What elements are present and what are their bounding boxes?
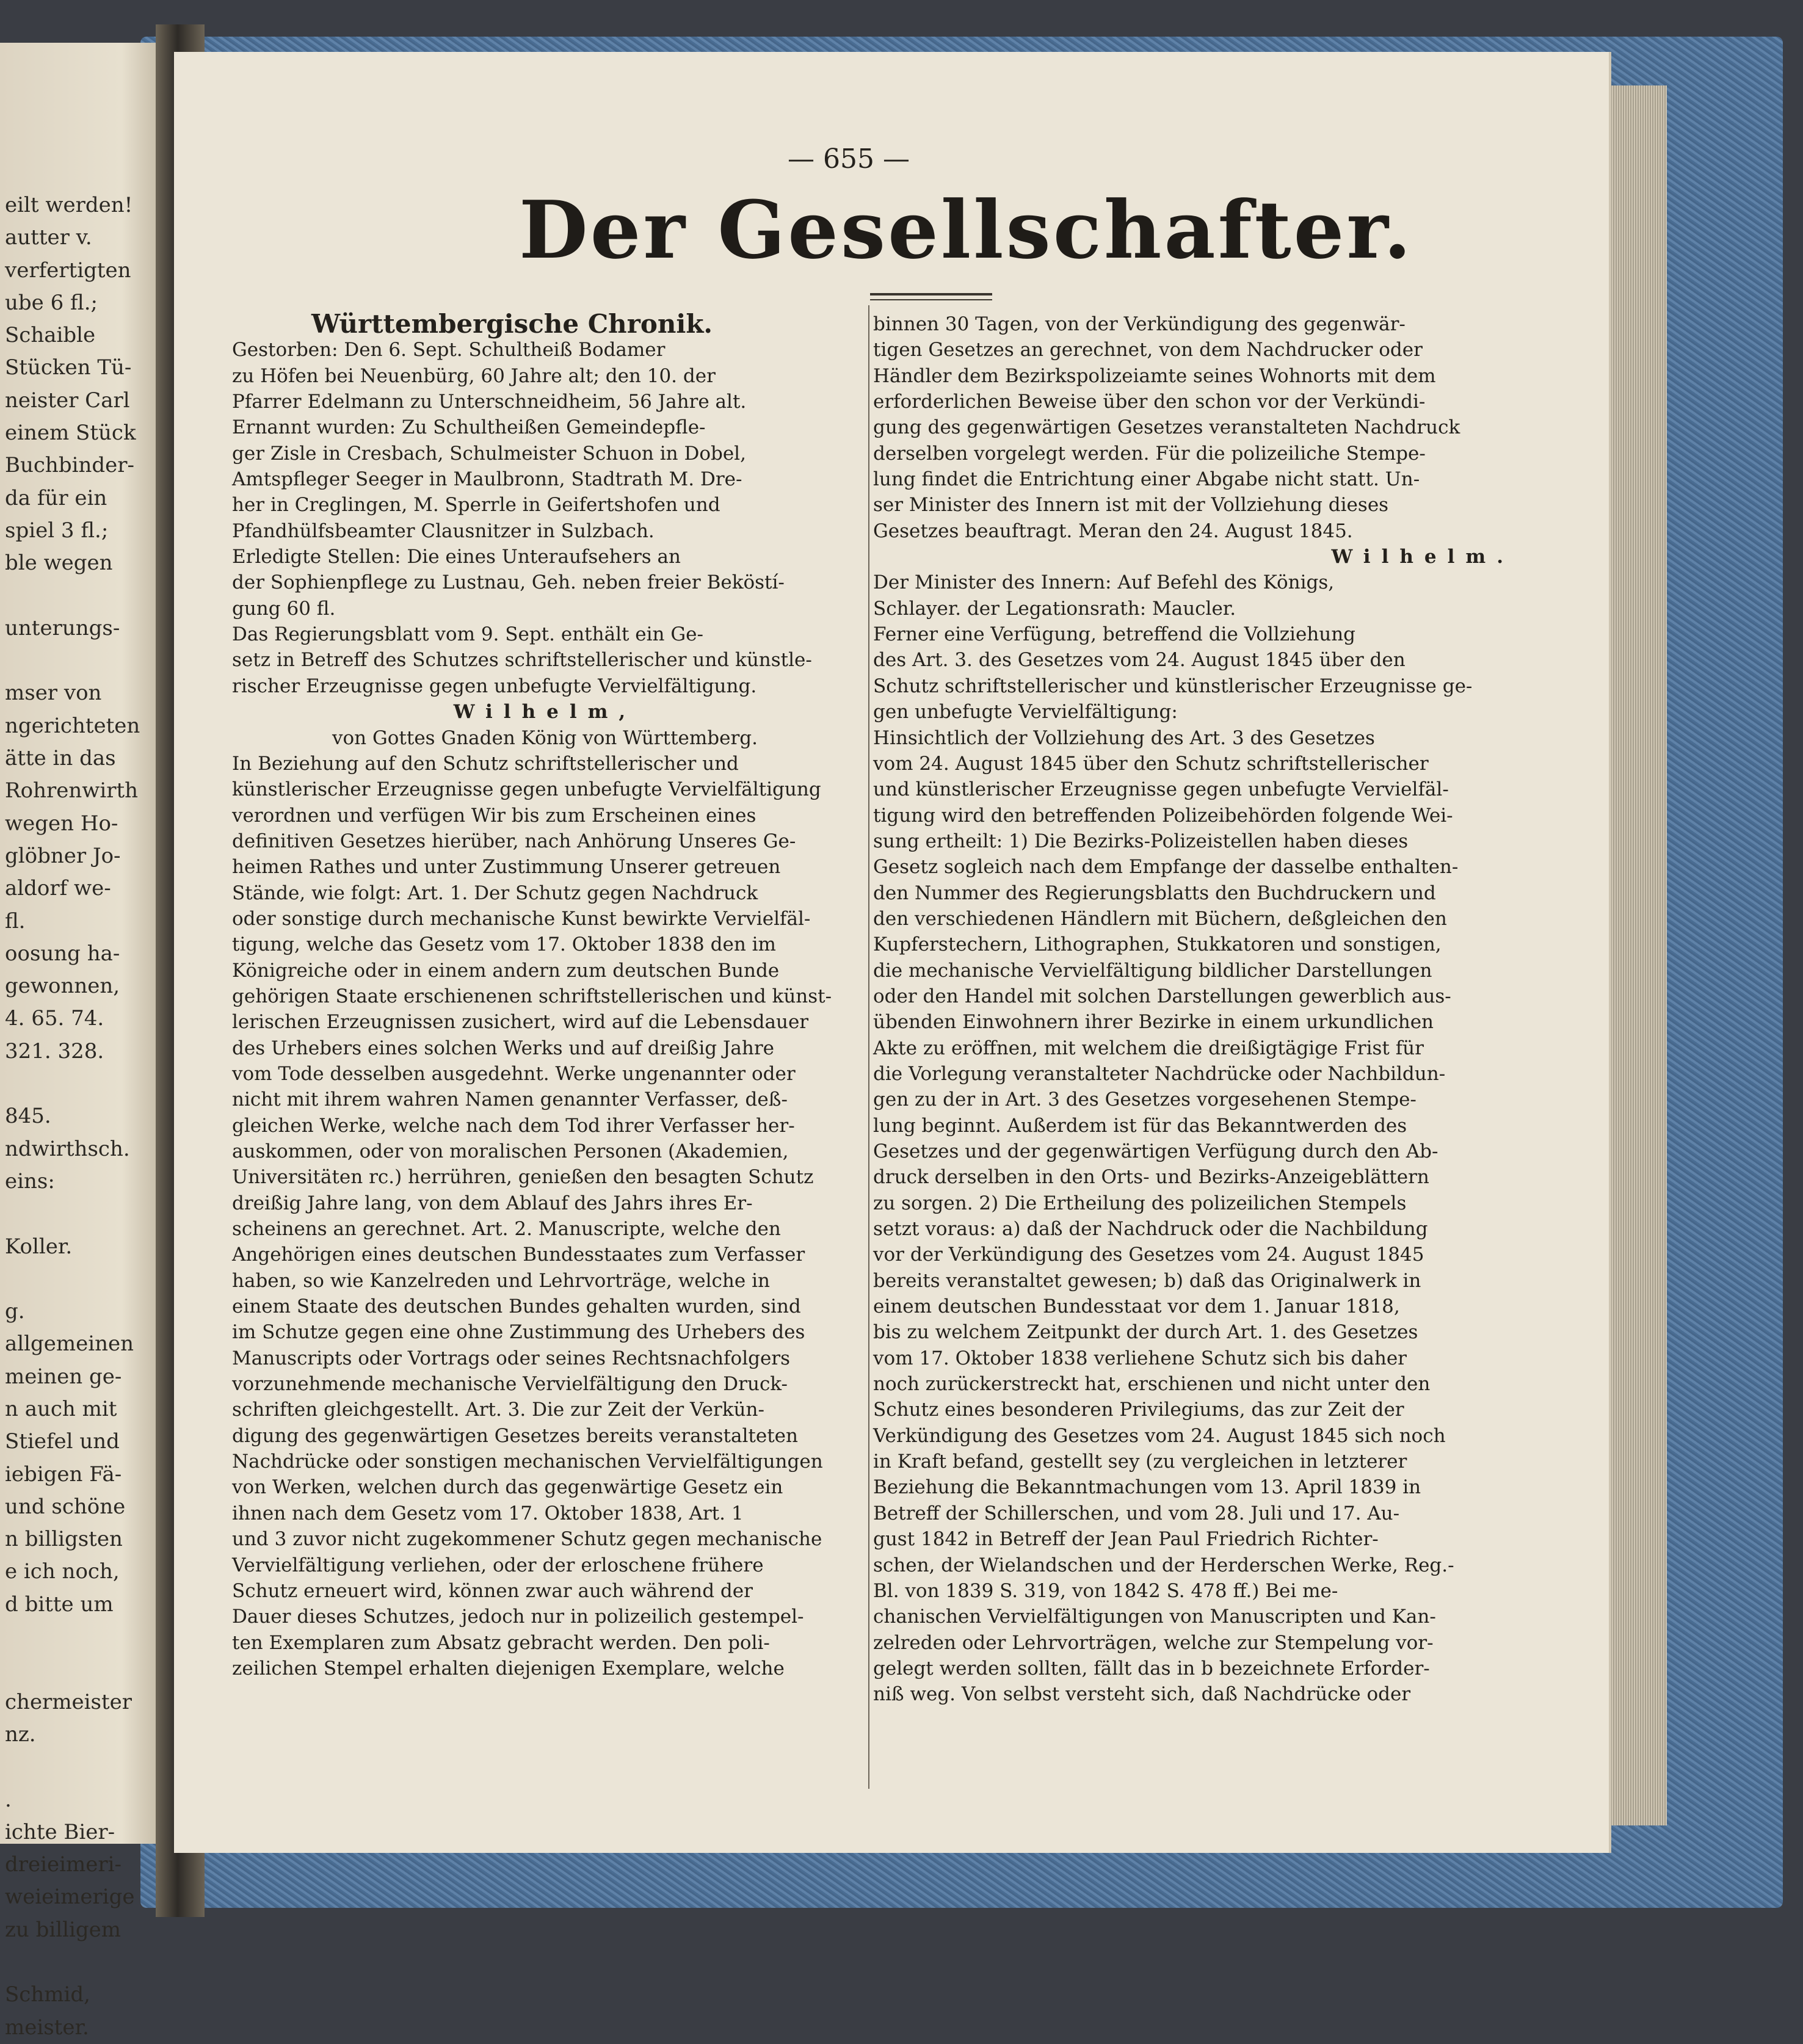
- text-line: der Sophienpflege zu Lustnau, Geh. neben freier Beköstí-: [232, 571, 785, 594]
- text-line: schriften gleichgestellt. Art. 3. Die zur Zeit der Verkün-: [232, 1399, 764, 1421]
- text-line: Württembergische Chronik.: [311, 309, 713, 339]
- title-rule-thin: [870, 299, 992, 300]
- text-line: nz.: [5, 1722, 36, 1747]
- text-line: dreißig Jahre lang, von dem Ablauf des Jahrs ihres Er-: [232, 1192, 753, 1214]
- text-line: ngerichteten: [5, 713, 140, 738]
- text-line: g.: [5, 1299, 25, 1324]
- text-line: neister Carl: [5, 388, 130, 413]
- text-line: Buchbinder-: [5, 453, 134, 478]
- text-line: einem deutschen Bundesstaat vor dem 1. Januar 1818,: [873, 1296, 1400, 1318]
- text-line: In Beziehung auf den Schutz schriftstellerischer und: [232, 752, 739, 775]
- text-line: Kupferstechern, Lithographen, Stukkatoren und sonstigen,: [873, 933, 1442, 956]
- text-line: chanischen Vervielfältigungen von Manuscripten und Kan-: [873, 1606, 1436, 1628]
- text-line: den Nummer des Regierungsblatts den Buchdruckern und: [873, 882, 1436, 904]
- text-line: ser Minister des Innern ist mit der Vollziehung dieses: [873, 494, 1389, 516]
- text-line: Nachdrücke oder sonstigen mechanischen Vervielfältigungen: [232, 1451, 823, 1473]
- text-line: oder sonstige durch mechanische Kunst bewirkte Vervielfäl-: [232, 907, 811, 930]
- text-line: vor der Verkündigung des Gesetzes vom 24. August 1845: [873, 1244, 1424, 1266]
- text-line: Dauer dieses Schutzes, jedoch nur in polizeilich gestempel-: [232, 1606, 804, 1628]
- text-line: Gestorben: Den 6. Sept. Schultheiß Bodamer: [232, 339, 666, 361]
- text-line: lung beginnt. Außerdem ist für das Bekanntwerden des: [873, 1114, 1407, 1137]
- text-line: ten Exemplaren zum Absatz gebracht werden. Den poli-: [232, 1631, 770, 1654]
- text-line: digung des gegenwärtigen Gesetzes bereits veranstalteten: [232, 1424, 798, 1447]
- text-line: vom Tode desselben ausgedehnt. Werke ungenannter oder: [232, 1062, 796, 1085]
- text-line: n billigsten: [5, 1527, 123, 1552]
- text-line: gung des gegenwärtigen Gesetzes veranstalteten Nachdruck: [873, 416, 1460, 439]
- text-line: Betreff der Schillerschen, und vom 28. Juli und 17. Au-: [873, 1502, 1400, 1524]
- text-line: Schlayer. der Legationsrath: Maucler.: [873, 597, 1236, 620]
- newspaper-title: Der Gesellschafter.: [519, 183, 1414, 277]
- text-line: und künstlerischer Erzeugnisse gegen unbefugte Vervielfäl-: [873, 778, 1449, 801]
- text-line: gen unbefugte Vervielfältigung:: [873, 701, 1178, 723]
- text-line: Stiefel und: [5, 1429, 120, 1454]
- text-line: spiel 3 fl.;: [5, 518, 109, 543]
- text-line: von Werken, welchen durch das gegenwärtige Gesetz ein: [232, 1476, 783, 1499]
- text-line: gewonnen,: [5, 974, 120, 999]
- text-line: setzt voraus: a) daß der Nachdruck oder die Nachbildung: [873, 1218, 1428, 1241]
- text-line: fl.: [5, 908, 26, 933]
- text-line: übenden Einwohnern ihrer Bezirke in einem urkundlichen: [873, 1011, 1434, 1034]
- text-line: Amtspfleger Seeger in Maulbronn, Stadtrath M. Dre-: [232, 468, 742, 491]
- text-line: setz in Betreff des Schutzes schriftstellerischer und künstle-: [232, 649, 812, 672]
- text-line: Schmid,: [5, 1982, 90, 2007]
- text-line: 321. 328.: [5, 1038, 104, 1064]
- text-line: Hinsichtlich der Vollziehung des Art. 3 des Gesetzes: [873, 727, 1375, 749]
- text-line: [5, 1263, 176, 1296]
- text-line: .: [5, 1787, 12, 1812]
- text-line: gehörigen Staate erschienenen schriftstellerischen und künst-: [232, 985, 832, 1007]
- text-line: einem Staate des deutschen Bundes gehalten wurden, sind: [232, 1296, 801, 1318]
- text-line: [5, 645, 176, 677]
- text-line: Gesetzes beauftragt. Meran den 24. August 1845.: [873, 520, 1353, 542]
- text-line: binnen 30 Tagen, von der Verkündigung des gegenwär-: [873, 313, 1406, 335]
- text-line: zu billigem: [5, 1917, 122, 1942]
- text-line: ger Zisle in Cresbach, Schulmeister Schuon in Dobel,: [232, 442, 746, 465]
- text-line: definitiven Gesetzes hierüber, nach Anhörung Unseres Ge-: [232, 830, 796, 852]
- text-line: gung 60 fl.: [232, 597, 336, 620]
- text-line: meister.: [5, 2015, 89, 2040]
- text-line: Koller.: [5, 1234, 73, 1259]
- text-line: heimen Rathes und unter Zustimmung Unserer getreuen: [232, 856, 781, 879]
- text-line: wegen Ho-: [5, 811, 118, 836]
- title-rule: [870, 293, 992, 295]
- text-line: einem Stück: [5, 421, 136, 446]
- text-line: nicht mit ihrem wahren Namen genannter Verfasser, deß-: [232, 1089, 788, 1111]
- text-line: [5, 1198, 176, 1230]
- text-line: Rohrenwirth: [5, 778, 139, 803]
- text-line: lung findet die Entrichtung einer Abgabe nicht statt. Un-: [873, 468, 1420, 491]
- text-line: dreieimeri-: [5, 1852, 122, 1877]
- text-line: die mechanische Vervielfältigung bildlicher Darstellungen: [873, 959, 1432, 982]
- text-line: zelreden oder Lehrvorträgen, welche zur Stempelung vor-: [873, 1631, 1434, 1654]
- text-line: Wilhelm.: [1331, 546, 1514, 568]
- text-line: e ich noch,: [5, 1559, 120, 1584]
- text-line: vom 17. Oktober 1838 verliehene Schutz sich bis daher: [873, 1347, 1407, 1369]
- left-page: [0, 43, 174, 2040]
- text-line: gust 1842 in Betreff der Jean Paul Friedrich Richter-: [873, 1528, 1379, 1551]
- text-line: ätte in das: [5, 746, 116, 771]
- text-line: lerischen Erzeugnissen zusichert, wird auf die Lebensdauer: [232, 1011, 809, 1034]
- text-line: aldorf we-: [5, 876, 111, 901]
- column-1: [232, 311, 858, 1681]
- text-line: vorzunehmende mechanische Vervielfältigung den Druck-: [232, 1373, 788, 1396]
- text-line: Verkündigung des Gesetzes vom 24. August 1845 sich noch: [873, 1424, 1446, 1447]
- text-line: Stände, wie folgt: Art. 1. Der Schutz gegen Nachdruck: [232, 882, 758, 904]
- text-line: druck derselben in den Orts- und Bezirks-Anzeigeblättern: [873, 1166, 1429, 1189]
- text-line: verordnen und verfügen Wir bis zum Erscheinen eines: [232, 804, 756, 827]
- text-line: Pfandhülfsbeamter Clausnitzer in Sulzbach.: [232, 520, 655, 542]
- page-number: — 655 —: [788, 143, 910, 175]
- text-line: scheinens an gerechnet. Art. 2. Manuscripte, welche den: [232, 1218, 781, 1241]
- text-line: Wilhelm,: [453, 701, 637, 723]
- text-line: sung ertheilt: 1) Die Bezirks-Polizeistellen haben dieses: [873, 830, 1409, 852]
- text-line: Vervielfältigung verliehen, oder der erloschene frühere: [232, 1554, 764, 1576]
- text-line: Schutz eines besonderen Privilegiums, das zur Zeit der: [873, 1399, 1404, 1421]
- text-line: Gesetz sogleich nach dem Empfange der dasselbe enthalten-: [873, 856, 1459, 879]
- text-line: Der Minister des Innern: Auf Befehl des Königs,: [873, 571, 1335, 594]
- text-line: d bitte um: [5, 1592, 114, 1617]
- text-line: tigung, welche das Gesetz vom 17. Oktober 1838 den im: [232, 933, 776, 956]
- text-line: autter v.: [5, 225, 92, 250]
- text-line: auskommen, oder von moralischen Personen (Akademien,: [232, 1140, 789, 1162]
- text-line: tigung wird den betreffenden Polizeibehörden folgende Wei-: [873, 804, 1453, 827]
- text-line: Schaible: [5, 323, 96, 348]
- text-line: ichte Bier-: [5, 1819, 115, 1844]
- text-line: niß weg. Von selbst versteht sich, daß Nachdrücke oder: [873, 1683, 1411, 1706]
- text-line: des Art. 3. des Gesetzes vom 24. August 1845 über den: [873, 649, 1406, 672]
- text-line: den verschiedenen Händlern mit Büchern, deßgleichen den: [873, 907, 1447, 930]
- text-line: Manuscripts oder Vortrags oder seines Rechtsnachfolgers: [232, 1347, 791, 1369]
- text-line: 845.: [5, 1104, 51, 1129]
- text-line: vom 24. August 1845 über den Schutz schriftstellerischer: [873, 752, 1429, 775]
- text-line: tigen Gesetzes an gerechnet, von dem Nachdrucker oder: [873, 339, 1423, 361]
- text-line: bis zu welchem Zeitpunkt der durch Art. 1. des Gesetzes: [873, 1321, 1418, 1344]
- text-line: derselben vorgelegt werden. Für die polizeiliche Stempe-: [873, 442, 1426, 465]
- text-line: schen, der Wielandschen und der Herderschen Werke, Reg.-: [873, 1554, 1454, 1576]
- text-line: gleichen Werke, welche nach dem Tod ihrer Verfasser her-: [232, 1114, 795, 1137]
- text-line: Schutz erneuert wird, können zwar auch während der: [232, 1579, 753, 1602]
- text-line: zeilichen Stempel erhalten diejenigen Exemplare, welche: [232, 1657, 785, 1680]
- text-line: haben, so wie Kanzelreden und Lehrvorträge, welche in: [232, 1269, 770, 1292]
- text-line: im Schutze gegen eine ohne Zustimmung des Urhebers des: [232, 1321, 805, 1344]
- column-divider: [868, 305, 869, 1789]
- text-line: [5, 1621, 176, 1653]
- text-line: ube 6 fl.;: [5, 290, 98, 315]
- text-line: mser von: [5, 681, 102, 706]
- text-line: Händler dem Bezirkspolizeiamte seines Wohnorts mit dem: [873, 364, 1436, 387]
- text-line: oosung ha-: [5, 941, 120, 966]
- text-line: oder den Handel mit solchen Darstellungen gewerblich aus-: [873, 985, 1451, 1007]
- text-line: in Kraft befand, gestellt sey (zu vergleichen in letzterer: [873, 1451, 1407, 1473]
- text-line: zu Höfen bei Neuenbürg, 60 Jahre alt; den 10. der: [232, 364, 716, 387]
- text-line: Gesetzes und der gegenwärtigen Verfügung durch den Ab-: [873, 1140, 1438, 1162]
- text-line: meinen ge-: [5, 1364, 122, 1389]
- text-line: Königreiche oder in einem andern zum deutschen Bunde: [232, 959, 780, 982]
- text-line: Universitäten rc.) herrühren, genießen den besagten Schutz: [232, 1166, 814, 1189]
- text-line: gen zu der in Art. 3 des Gesetzes vorgesehenen Stempe-: [873, 1089, 1417, 1111]
- text-line: [5, 1653, 176, 1686]
- text-line: glöbner Jo-: [5, 843, 121, 868]
- text-line: Bl. von 1839 S. 319, von 1842 S. 478 ff.) Bei me-: [873, 1579, 1338, 1602]
- text-line: eins:: [5, 1169, 55, 1194]
- text-line: iebigen Fä-: [5, 1462, 122, 1487]
- text-line: des Urhebers eines solchen Werks und auf dreißig Jahre: [232, 1037, 775, 1059]
- text-line: da für ein: [5, 485, 107, 510]
- left-page-text: [5, 189, 176, 2044]
- text-line: her in Creglingen, M. Sperrle in Geifertshofen und: [232, 494, 720, 516]
- text-line: ble wegen: [5, 551, 113, 576]
- text-line: 4. 65. 74.: [5, 1006, 104, 1031]
- text-line: allgemeinen: [5, 1332, 134, 1357]
- text-line: n auch mit: [5, 1396, 117, 1421]
- text-line: ihnen nach dem Gesetz vom 17. Oktober 1838, Art. 1: [232, 1502, 744, 1524]
- text-line: zu sorgen. 2) Die Ertheilung des polizeilichen Stempels: [873, 1192, 1407, 1214]
- text-line: unterungs-: [5, 615, 120, 640]
- text-line: ndwirthsch.: [5, 1136, 130, 1161]
- text-line: bereits veranstaltet gewesen; b) daß das Originalwerk in: [873, 1269, 1421, 1292]
- text-line: [5, 1068, 176, 1100]
- text-line: Stücken Tü-: [5, 355, 132, 380]
- text-line: künstlerischer Erzeugnisse gegen unbefugte Vervielfältigung: [232, 778, 821, 801]
- text-line: Angehörigen eines deutschen Bundesstaates zum Verfasser: [232, 1244, 805, 1266]
- text-line: weieimerige: [5, 1885, 135, 1910]
- text-line: rischer Erzeugnisse gegen unbefugte Vervielfältigung.: [232, 675, 757, 697]
- text-line: [5, 1751, 176, 1783]
- text-line: Schutz schriftstellerischer und künstlerischer Erzeugnisse ge-: [873, 675, 1473, 697]
- text-line: eilt werden!: [5, 193, 133, 217]
- text-line: Pfarrer Edelmann zu Unterschneidheim, 56 Jahre alt.: [232, 391, 747, 413]
- text-line: Beziehung die Bekanntmachungen vom 13. April 1839 in: [873, 1476, 1421, 1499]
- text-line: Ferner eine Verfügung, betreffend die Vollziehung: [873, 623, 1356, 646]
- text-line: verfertigten: [5, 258, 131, 283]
- text-line: erforderlichen Beweise über den schon vor der Verkündi-: [873, 391, 1426, 413]
- text-line: und schöne: [5, 1494, 126, 1519]
- column-2: [873, 311, 1514, 1708]
- text-line: gelegt werden sollten, fällt das in b bezeichnete Erforder-: [873, 1657, 1430, 1680]
- text-line: Ernannt wurden: Zu Schultheißen Gemeindepfle-: [232, 416, 706, 439]
- text-line: und 3 zuvor nicht zugekommener Schutz gegen mechanische: [232, 1528, 822, 1551]
- text-line: chermeister: [5, 1689, 132, 1714]
- text-line: [5, 580, 176, 612]
- text-line: [5, 1946, 176, 1979]
- text-line: die Vorlegung veranstalteter Nachdrücke oder Nachbildun-: [873, 1062, 1446, 1085]
- text-line: Akte zu eröffnen, mit welchem die dreißigtägige Frist für: [873, 1037, 1424, 1059]
- text-line: Das Regierungsblatt vom 9. Sept. enthält ein Ge-: [232, 623, 703, 646]
- text-line: noch zurückerstreckt hat, erschienen und nicht unter den: [873, 1373, 1431, 1396]
- text-line: von Gottes Gnaden König von Württemberg.: [332, 727, 758, 749]
- text-line: Erledigte Stellen: Die eines Unteraufsehers an: [232, 546, 681, 568]
